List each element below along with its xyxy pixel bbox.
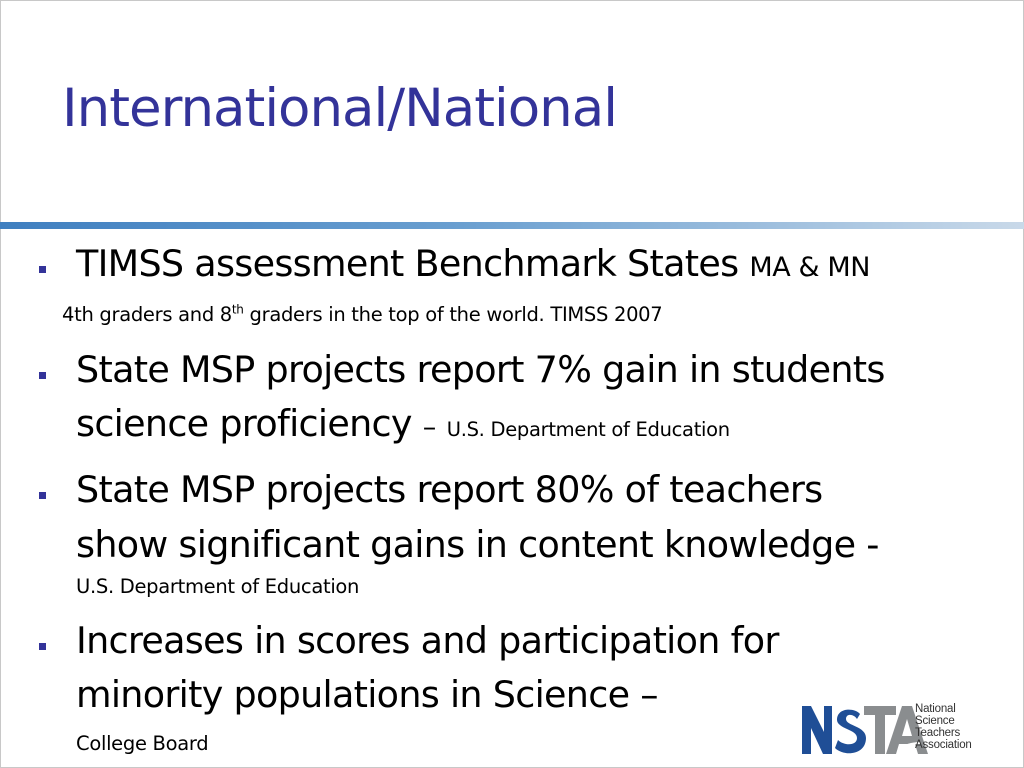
bullet-1-detail-post: graders in the top of the world. TIMSS 2007	[243, 303, 663, 326]
nsta-logo-icon	[802, 702, 1002, 756]
bullet-2-dash: –	[422, 412, 436, 443]
bullet-1-text	[76, 242, 870, 285]
logo-line-1: National	[915, 703, 956, 715]
nsta-logo-text	[915, 703, 972, 751]
bullet-4-line-1: Increases in scores and participation for	[76, 619, 779, 662]
bullet-marker-4	[39, 643, 46, 650]
bullet-2-line-2-text: science proficiency	[76, 402, 412, 445]
bullet-4-line-2: minority populations in Science –	[76, 673, 658, 716]
bullet-marker-2	[39, 372, 46, 379]
slide-title: International/National	[62, 78, 617, 139]
bullet-2-line-2	[76, 402, 730, 445]
logo-line-3: Teachers	[915, 727, 961, 739]
bullet-4-source: College Board	[76, 732, 209, 755]
bullet-3-line-1: State MSP projects report 80% of teachers	[76, 468, 823, 511]
bullet-2-line-1: State MSP projects report 7% gain in students	[76, 348, 885, 391]
bullet-2-source: U.S. Department of Education	[446, 418, 730, 441]
bullet-1-detail-sup: th	[231, 302, 244, 317]
title-divider	[0, 222, 1024, 229]
logo-line-4: Association	[915, 739, 972, 751]
bullet-3-source: U.S. Department of Education	[76, 575, 360, 598]
logo-line-2: Science	[915, 715, 955, 727]
bullet-1-detail-pre: 4th graders and 8	[62, 303, 232, 326]
bullet-1-detail	[62, 303, 662, 326]
bullet-1-main: TIMSS assessment Benchmark States	[76, 242, 739, 285]
bullet-3-line-2: show significant gains in content knowledge -	[76, 523, 879, 566]
bullet-1-states: MA & MN	[749, 252, 871, 283]
bullet-marker-3	[39, 492, 46, 499]
bullet-marker-1	[39, 266, 46, 273]
